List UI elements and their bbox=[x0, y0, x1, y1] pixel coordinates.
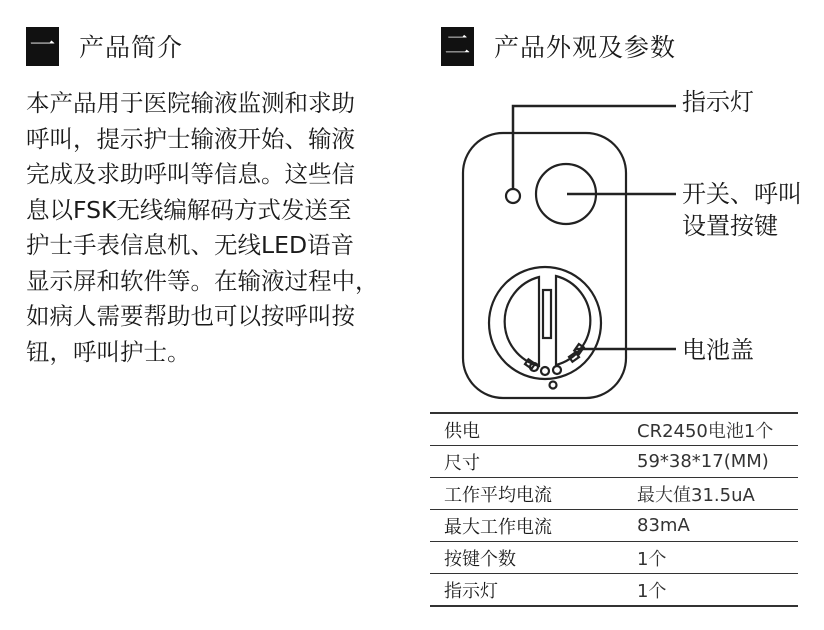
callout-battery-cover: 电池盖 bbox=[682, 336, 754, 364]
intro-line: 钮，呼叫护士。 bbox=[26, 337, 191, 366]
battery-cover-right-grip bbox=[556, 276, 590, 365]
table-row bbox=[430, 542, 798, 574]
intro-line: 本产品用于医院输液监测和求助 bbox=[26, 89, 355, 117]
callout-indicator-light: 指示灯 bbox=[682, 88, 754, 116]
vent-hole bbox=[553, 366, 561, 374]
spec-value: 1个 bbox=[637, 542, 798, 574]
table-row bbox=[430, 510, 798, 542]
spec-table bbox=[430, 412, 798, 607]
spec-value: 最大值31.5uA bbox=[637, 478, 798, 510]
vent-hole bbox=[541, 367, 549, 375]
spec-label: 工作平均电流 bbox=[430, 478, 637, 510]
battery-cover-slot bbox=[543, 290, 551, 338]
battery-cover-icon bbox=[489, 267, 601, 379]
intro-line: 完成及求助呼叫等信息。这些信 bbox=[26, 160, 355, 188]
table-row bbox=[430, 574, 798, 607]
callout-line: 开关、呼叫 bbox=[682, 180, 802, 208]
spec-label: 最大工作电流 bbox=[430, 510, 637, 542]
intro-line: 护士手表信息机、无线LED语音 bbox=[26, 231, 355, 259]
battery-cover-left-grip bbox=[505, 277, 539, 366]
section-title: 产品外观及参数 bbox=[494, 33, 677, 62]
section-heading-intro bbox=[26, 26, 183, 66]
device-illustration bbox=[450, 85, 824, 400]
section-number-badge: 二 bbox=[441, 27, 474, 66]
section-number-badge: 一 bbox=[26, 27, 59, 66]
intro-line: 显示屏和软件等。在输液过程中， bbox=[26, 266, 379, 295]
leader-line-indicator bbox=[513, 106, 676, 189]
spec-value: 83mA bbox=[637, 510, 798, 542]
section-title: 产品简介 bbox=[79, 33, 184, 62]
section-heading-appearance bbox=[441, 26, 676, 66]
spec-value: 59*38*17(MM) bbox=[637, 446, 798, 478]
intro-line: 如病人需要帮助也可以按呼叫按 bbox=[26, 302, 355, 330]
intro-line: 呼叫，提示护士输液开始、输液 bbox=[26, 124, 355, 153]
callout-switch-button bbox=[682, 178, 802, 242]
indicator-light-icon bbox=[506, 189, 520, 203]
spec-label: 尺寸 bbox=[430, 446, 637, 478]
product-intro-paragraph bbox=[26, 86, 406, 370]
table-row bbox=[430, 478, 798, 510]
table-row bbox=[430, 413, 798, 446]
intro-line: 息以FSK无线编解码方式发送至 bbox=[26, 195, 352, 224]
vent-hole bbox=[550, 382, 557, 389]
spec-label: 供电 bbox=[430, 413, 637, 446]
table-row bbox=[430, 446, 798, 478]
spec-label: 按键个数 bbox=[430, 542, 637, 574]
callout-line: 设置按键 bbox=[682, 212, 778, 240]
spec-value: CR2450电池1个 bbox=[637, 413, 798, 446]
spec-label: 指示灯 bbox=[430, 574, 637, 607]
spec-value: 1个 bbox=[637, 574, 798, 607]
